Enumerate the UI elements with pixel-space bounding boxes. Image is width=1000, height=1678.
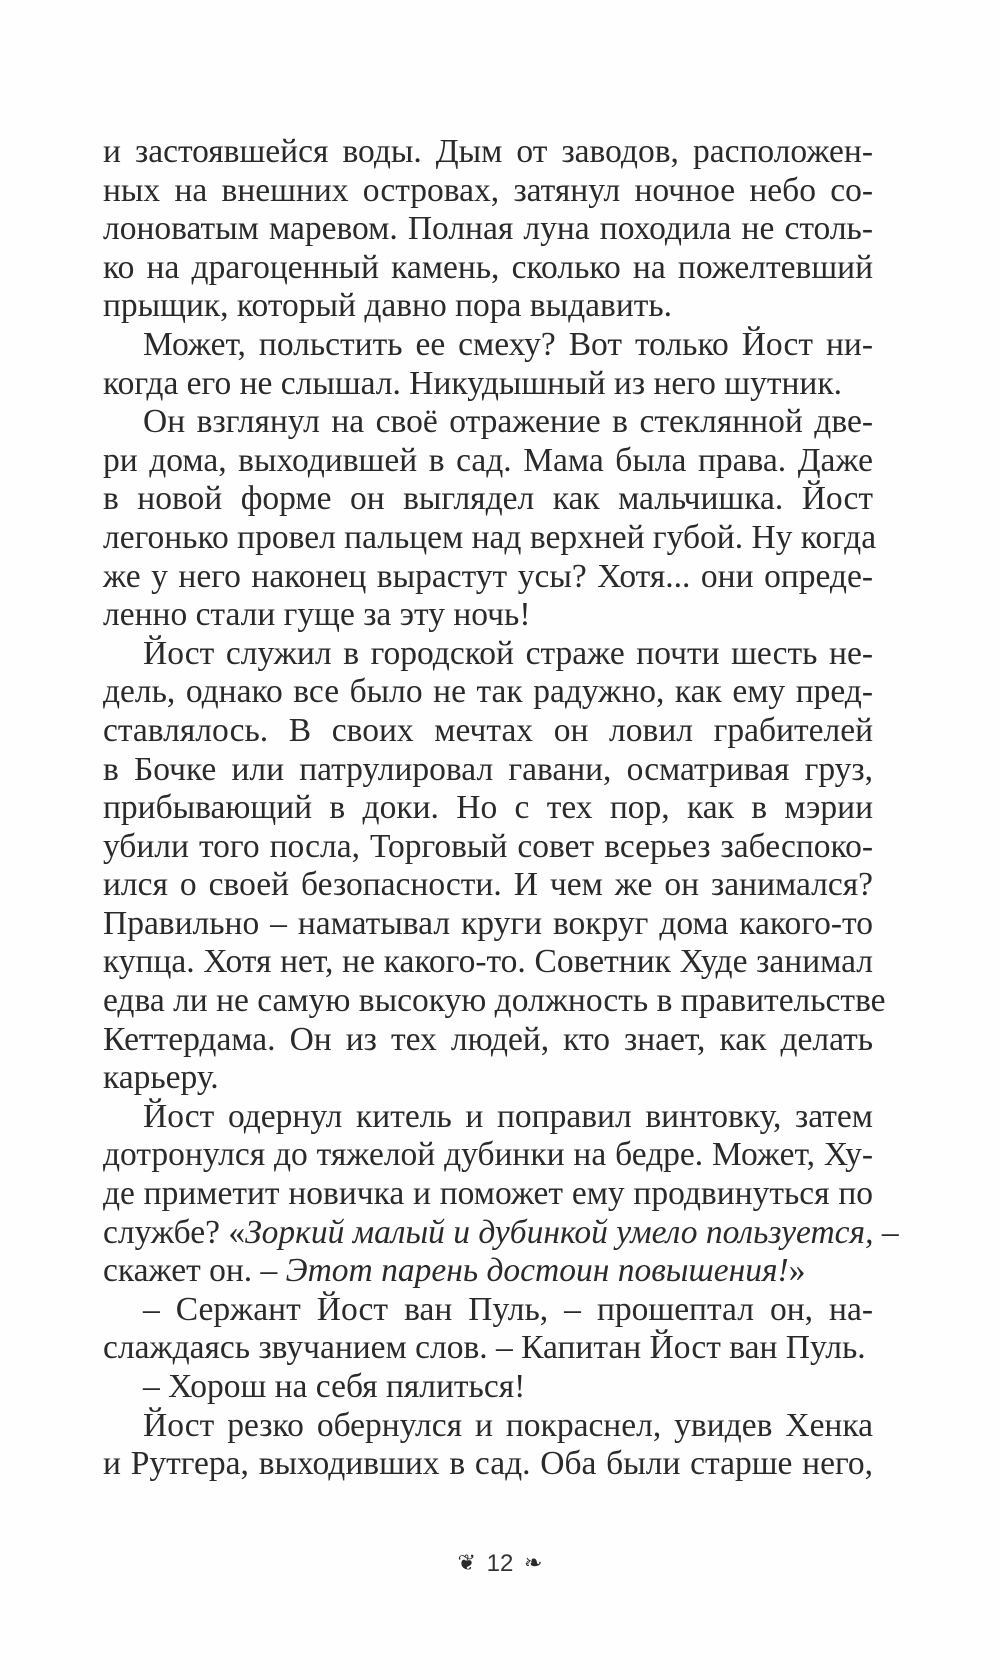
text-line: ко на драгоценный камень, сколько на пожелтевший	[103, 248, 873, 286]
text-line: карьеру.	[103, 1059, 219, 1097]
text-line: ился о своей безопасности. И чем же он занимался?	[103, 866, 873, 904]
text-line-with-quote	[103, 1213, 899, 1253]
ornament-left-icon: ❦	[457, 1551, 476, 1576]
page-footer	[0, 1550, 1000, 1578]
text-line: дель, однако все было не так радужно, как ему пред-	[103, 673, 873, 711]
text-line: лоноватым маревом. Полная луна походила не столь-	[103, 210, 873, 248]
text-line: Кеттердама. Он из тех людей, кто знает, как делать	[103, 1020, 873, 1058]
plain-text: скажет он. –	[103, 1252, 286, 1290]
paragraph-start-line: Йост служил в городской страже почти шесть не-	[143, 634, 873, 672]
paragraph-start-line: Может, польстить ее смеху? Вот только Йост ни-	[143, 325, 873, 363]
text-line: ри дома, выходившей в сад. Мама была права. Даже	[103, 441, 873, 479]
plain-text: службе? «	[103, 1213, 246, 1251]
paragraph-start-line: Йост резко обернулся и покраснел, увидев Хенка	[143, 1406, 873, 1444]
text-line: ных на внешних островах, затянул ночное небо со-	[103, 171, 873, 209]
text-line: дотронулся до тяжелой дубинки на бедре. Может, Ху-	[103, 1136, 873, 1174]
ornament-right-icon: ❧	[524, 1551, 543, 1576]
paragraph-start-line: Йост одернул китель и поправил винтовку, затем	[143, 1097, 873, 1135]
text-line: в Бочке или патрулировал гавани, осматривая груз,	[103, 750, 873, 788]
text-line: ленно стали гуще за эту ночь!	[103, 596, 531, 634]
italic-quote: Зоркий малый и дубинкой умело пользуется,	[245, 1213, 874, 1251]
text-line-with-quote	[103, 1252, 873, 1291]
dialogue-line: – Сержант Йост ван Пуль, – прошептал он, на-	[143, 1290, 873, 1328]
text-line: Правильно – наматывал круги вокруг дома какого-то	[103, 904, 873, 942]
text-line: едва ли не самую высокую должность в правительстве	[103, 982, 886, 1020]
italic-quote: Этот парень достоин повышения!	[285, 1252, 789, 1290]
paragraph-start-line: Он взглянул на своё отражение в стеклянной две-	[143, 403, 873, 441]
text-line: убили того посла, Торговый совет всерьез забеспоко-	[103, 827, 873, 865]
dialogue-line: – Хорош на себя пялиться!	[143, 1368, 526, 1405]
plain-text: »	[788, 1252, 806, 1290]
text-line: де приметит новичка и поможет ему продвинуться по	[103, 1175, 873, 1213]
text-line: и Рутгера, выходивших в сад. Оба были старше него,	[103, 1445, 873, 1483]
text-line: легонько провел пальцем над верхней губой. Ну когда	[103, 518, 877, 556]
text-line: ставлялось. В своих мечтах он ловил грабителей	[103, 711, 873, 749]
text-line: когда его не слышал. Никудышный из него шутник.	[103, 364, 842, 402]
text-line: и застоявшейся воды. Дым от заводов, расположен-	[103, 133, 873, 170]
plain-text: –	[873, 1213, 899, 1251]
text-line: в новой форме он выглядел как мальчишка. Йост	[103, 480, 873, 518]
text-line: прибывающий в доки. Но с тех пор, как в мэрии	[103, 789, 873, 827]
body-text	[103, 133, 899, 1484]
text-line: слаждаясь звучанием слов. – Капитан Йост ван Пуль.	[103, 1329, 866, 1367]
text-line: купца. Хотя нет, не какого-то. Советник Худе занимал	[103, 943, 873, 981]
text-line: прыщик, который давно пора выдавить.	[103, 287, 673, 325]
page-number: 12	[486, 1550, 514, 1577]
text-line: же у него наконец вырастут усы? Хотя... они опреде-	[103, 557, 873, 595]
